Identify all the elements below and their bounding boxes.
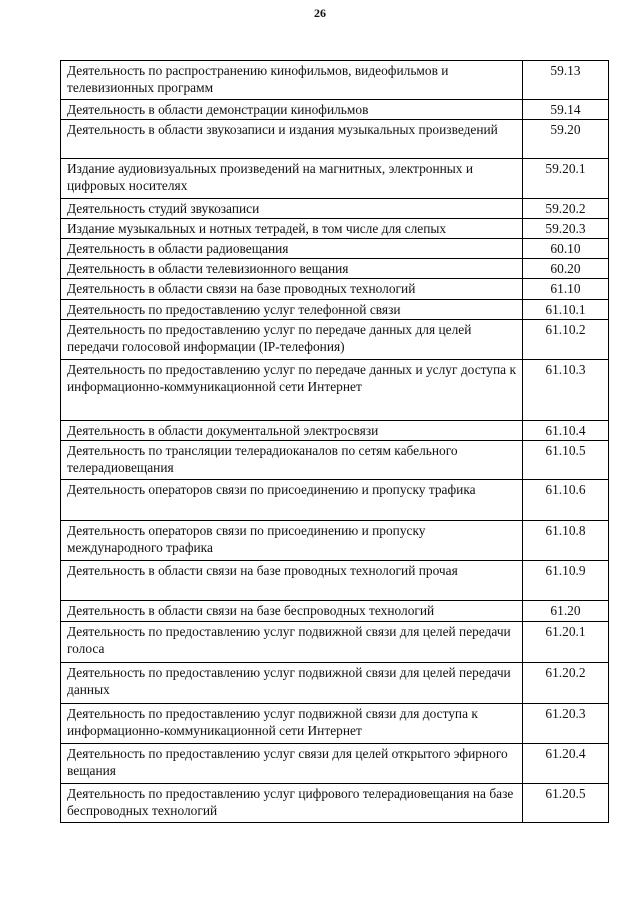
table-row [61,159,609,199]
activity-code-cell: 61.10.2 [523,320,609,360]
activity-code-cell: 59.20.1 [523,159,609,199]
activity-code-cell: 59.14 [523,100,609,120]
activity-description-cell: Деятельность операторов связи по присоединению и пропуску трафика [61,480,523,521]
table-row [61,279,609,300]
table-row [61,421,609,441]
activity-code-cell: 59.20 [523,120,609,159]
activity-code-cell: 61.10.4 [523,421,609,441]
activity-description-cell: Деятельность в области звукозаписи и издания музыкальных произведений [61,120,523,159]
table-body [61,61,609,823]
activity-code-cell: 61.10.3 [523,360,609,421]
table-row [61,784,609,823]
activity-code-cell: 61.10.1 [523,300,609,320]
activity-code-table [60,60,609,823]
activity-description-cell: Деятельность по предоставлению услуг связи для целей открытого эфирного вещания [61,744,523,784]
page-number: 26 [314,6,326,20]
activity-description-cell: Издание музыкальных и нотных тетрадей, в том числе для слепых [61,219,523,239]
activity-description-cell: Деятельность операторов связи по присоединению и пропуску международного трафика [61,521,523,561]
table-row [61,622,609,663]
table-row [61,480,609,521]
table-row [61,320,609,360]
activity-description-cell: Деятельность в области телевизионного вещания [61,259,523,279]
activity-description-cell: Деятельность в области документальной электросвязи [61,421,523,441]
activity-code-cell: 61.10 [523,279,609,300]
activity-code-cell: 60.20 [523,259,609,279]
activity-description-cell: Деятельность по предоставлению услуг по передаче данных и услуг доступа к информационно-коммуникационной сети Интернет [61,360,523,421]
activity-description-cell: Деятельность по трансляции телерадиоканалов по сетям кабельного телерадиовещания [61,441,523,480]
activity-description-cell: Деятельность в области демонстрации кинофильмов [61,100,523,120]
activity-code-cell: 59.13 [523,61,609,100]
table-row [61,300,609,320]
activity-code-cell: 59.20.3 [523,219,609,239]
table-row [61,239,609,259]
activity-description-cell: Деятельность в области связи на базе беспроводных технологий [61,601,523,622]
table-row [61,61,609,100]
table-row [61,663,609,704]
activity-description-cell: Деятельность в области связи на базе проводных технологий прочая [61,561,523,601]
table-row [61,561,609,601]
activity-code-cell: 61.20 [523,601,609,622]
table-row [61,521,609,561]
activity-code-cell: 61.10.8 [523,521,609,561]
activity-code-cell: 61.10.6 [523,480,609,521]
table-row [61,219,609,239]
activity-description-cell: Деятельность по предоставлению услуг подвижной связи для целей передачи данных [61,663,523,704]
table-row [61,120,609,159]
activity-description-cell: Деятельность по предоставлению услуг цифрового телерадиовещания на базе беспроводных технологий [61,784,523,823]
activity-description-cell: Издание аудиовизуальных произведений на магнитных, электронных и цифровых носителях [61,159,523,199]
activity-description-cell: Деятельность в области связи на базе проводных технологий [61,279,523,300]
activity-description-cell: Деятельность по распространению кинофильмов, видеофильмов и телевизионных программ [61,61,523,100]
table-row [61,259,609,279]
table-row [61,199,609,219]
activity-code-cell: 59.20.2 [523,199,609,219]
activity-code-cell: 61.10.9 [523,561,609,601]
table-row [61,441,609,480]
activity-code-cell: 61.20.1 [523,622,609,663]
activity-description-cell: Деятельность в области радиовещания [61,239,523,259]
activity-code-cell: 61.20.4 [523,744,609,784]
activity-description-cell: Деятельность по предоставлению услуг по передаче данных для целей передачи голосовой информации (IP-телефония) [61,320,523,360]
activity-code-cell: 61.10.5 [523,441,609,480]
activity-code-cell: 61.20.5 [523,784,609,823]
table-row [61,704,609,744]
table-row [61,100,609,120]
activity-code-cell: 60.10 [523,239,609,259]
activity-description-cell: Деятельность по предоставлению услуг телефонной связи [61,300,523,320]
activity-description-cell: Деятельность по предоставлению услуг подвижной связи для доступа к информационно-коммуникационной сети Интернет [61,704,523,744]
table-row [61,360,609,421]
activity-code-cell: 61.20.2 [523,663,609,704]
table-row [61,744,609,784]
activity-description-cell: Деятельность студий звукозаписи [61,199,523,219]
activity-code-cell: 61.20.3 [523,704,609,744]
table-row [61,601,609,622]
activity-description-cell: Деятельность по предоставлению услуг подвижной связи для целей передачи голоса [61,622,523,663]
